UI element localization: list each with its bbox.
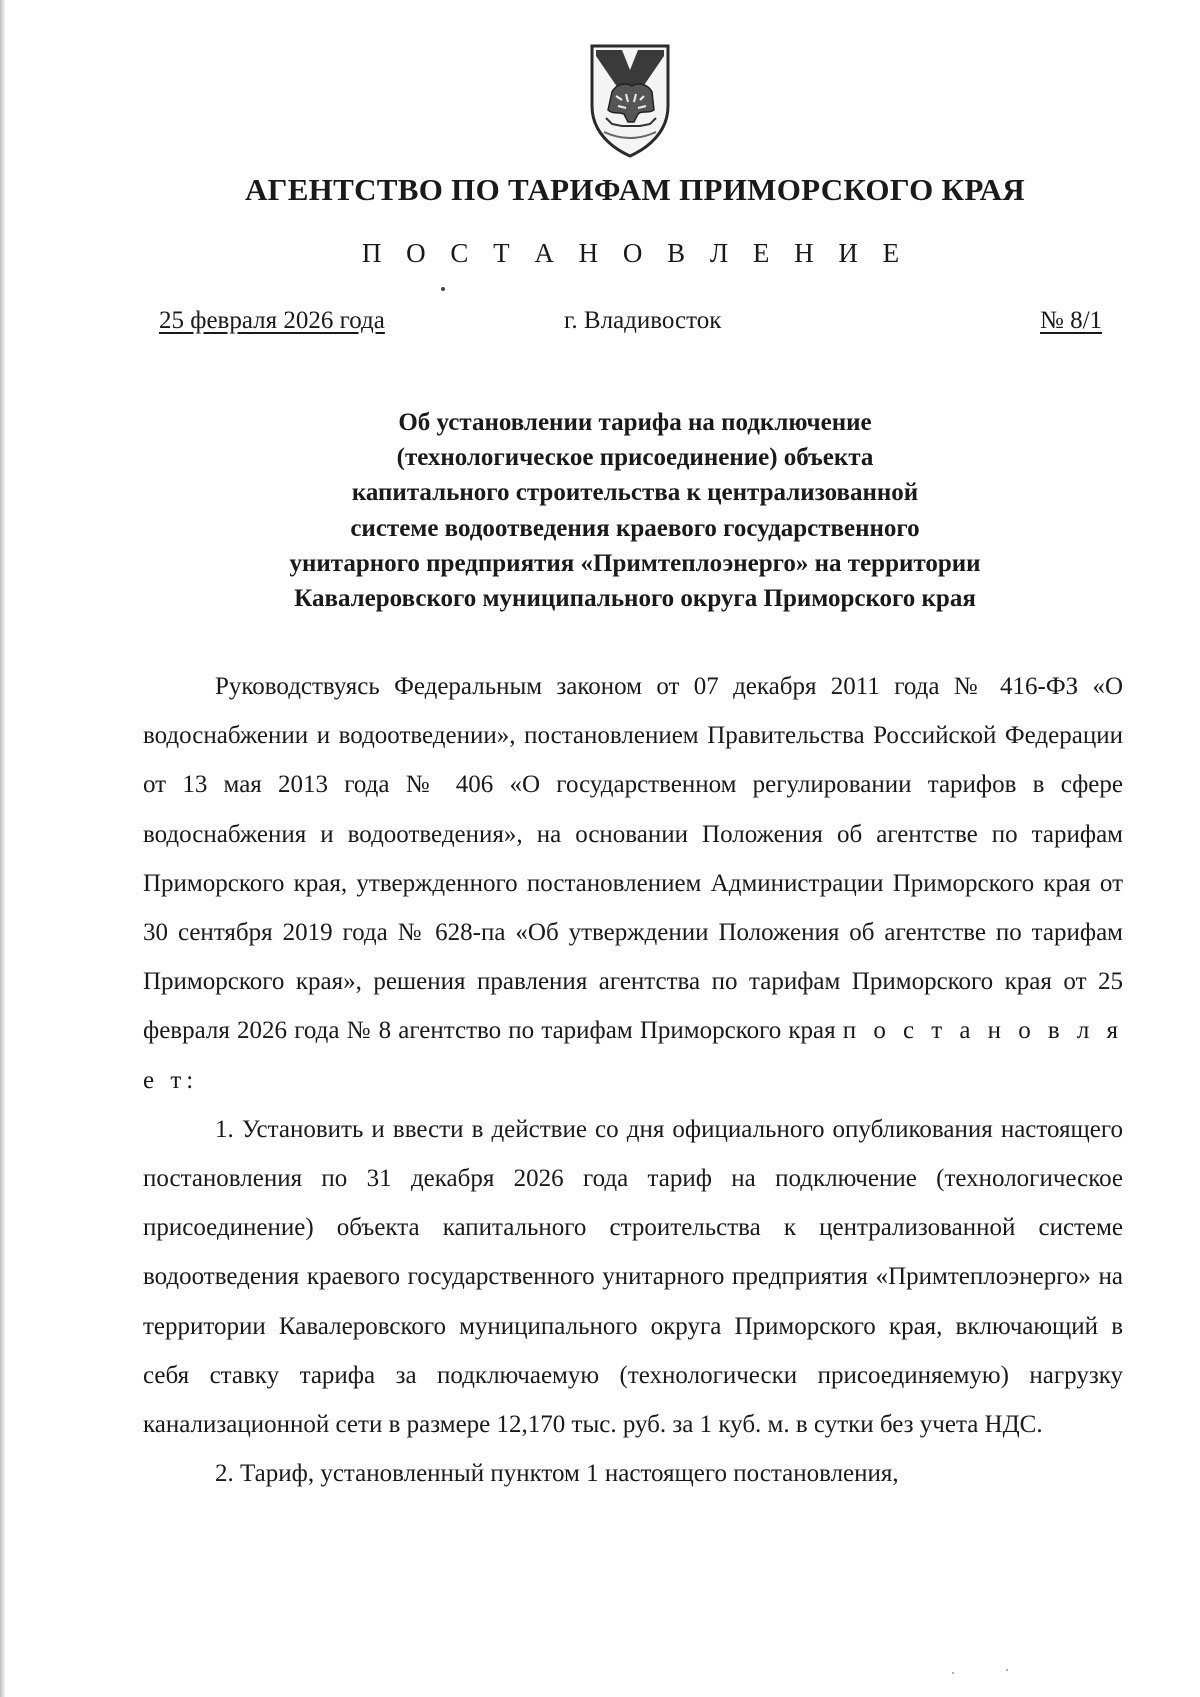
document-type: П О С Т А Н О В Л Е Н И Е bbox=[361, 238, 909, 268]
subject-line: Об установлении тарифа на подключение bbox=[398, 409, 872, 436]
agency-title: АГЕНТСТВО ПО ТАРИФАМ ПРИМОРСКОГО КРАЯ bbox=[245, 172, 1025, 207]
subject-line: Кавалеровского муниципального округа Приморского края bbox=[294, 585, 976, 613]
primorsky-krai-coat-of-arms-icon bbox=[582, 40, 678, 160]
item-1-paragraph: 1. Установить и ввести в действие со дня официального опубликования настоящего постановления по 31 декабря 2026 года тариф на подключение (технологическое присоединение) объекта капитального строительства к централизованной системе водоотведения краевого государственного унитарного предприятия «Примтеплоэнерго» на территории Кавалеровского муниципального округа Приморского края, включающий в себя ставку тарифа за подключаемую (технологически присоединяемую) нагрузку канализационной сети в размере 12,170 тыс. руб. за 1 куб. м. в сутки без учета НДС. bbox=[143, 1115, 1123, 1439]
decree-word: п о с т а н о в л я е т: bbox=[143, 1017, 1123, 1094]
document-date: 25 февраля 2026 года bbox=[159, 307, 385, 334]
item-2-paragraph: 2. Тариф, установленный пунктом 1 настоящего постановления, bbox=[215, 1460, 899, 1488]
document-city: г. Владивосток bbox=[564, 307, 722, 334]
document-subject bbox=[0, 405, 1200, 616]
subject-line: системе водоотведения краевого государственного bbox=[350, 514, 920, 542]
document-body bbox=[143, 662, 1123, 1498]
subject-line: (технологическое присоединение) объекта bbox=[396, 444, 874, 472]
subject-line: капитального строительства к централизованной bbox=[351, 479, 919, 507]
document-number: № 8/1 bbox=[1040, 307, 1103, 334]
scan-dot bbox=[441, 287, 445, 291]
subject-line: унитарного предприятия «Примтеплоэнерго» на территории bbox=[289, 549, 981, 577]
preamble-text: Руководствуясь Федеральным законом от 07 декабря 2011 года № 416-ФЗ «О водоснабжении и водоотведении», постановлением Правительства Российской Федерации от 13 мая 2013 года № 406 «О государственном регулировании тарифов в сфере водоснабжения и водоотведения», на основании Положения об агентстве по тарифам Приморского края, утвержденного постановлением Администрации Приморского края от 30 сентября 2019 года № 628-па «Об утверждении Положения об агентстве по тарифам Приморского края», решения правления агентства по тарифам Приморского края от 25 февраля 2026 года № 8 агентство по тарифам Приморского края bbox=[143, 673, 1123, 1045]
coat-of-arms bbox=[582, 40, 678, 160]
scan-speck bbox=[952, 1672, 954, 1674]
preamble-paragraph bbox=[143, 662, 1123, 1105]
scan-speck bbox=[1006, 1669, 1008, 1671]
